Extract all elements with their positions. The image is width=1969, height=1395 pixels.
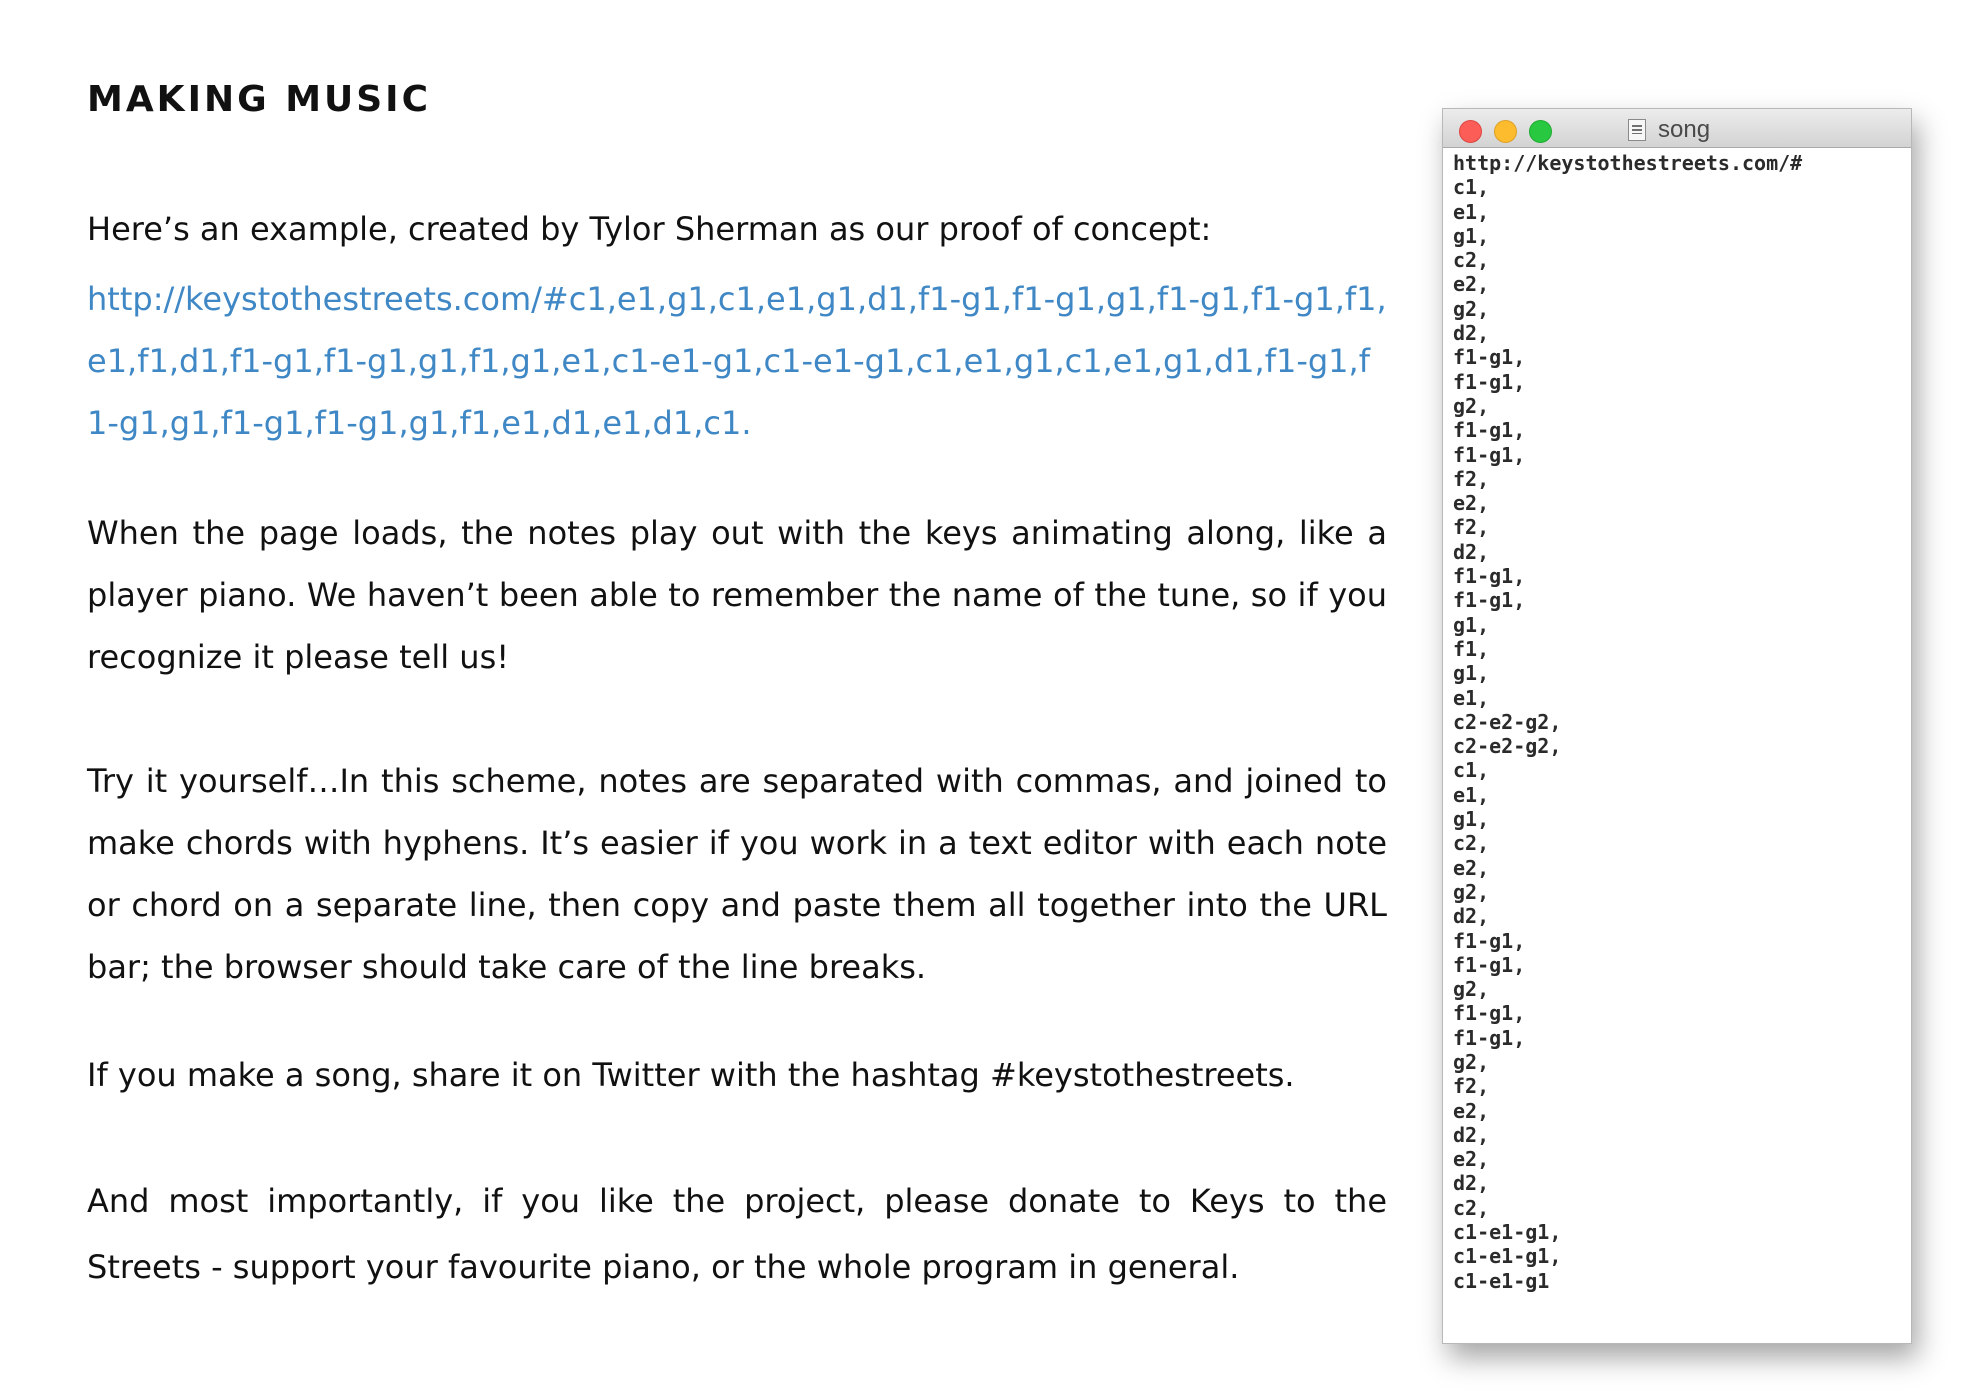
editor-line: c1-e1-g1, (1453, 1220, 1562, 1245)
editor-line: f1-g1, (1453, 442, 1526, 467)
editor-line: f2, (1453, 466, 1490, 491)
editor-text-area[interactable] (1443, 148, 1911, 1293)
editor-line: e2, (1453, 855, 1490, 880)
editor-line: e1, (1453, 782, 1490, 807)
editor-line: d2, (1453, 904, 1490, 929)
editor-line: g1, (1453, 612, 1490, 637)
editor-line: c2-e2-g2, (1453, 709, 1562, 734)
editor-line: f1-g1, (1453, 1001, 1526, 1026)
window-titlebar[interactable] (1443, 109, 1911, 148)
close-window-button[interactable] (1459, 120, 1482, 143)
editor-line: e1, (1453, 199, 1490, 224)
editor-line: e2, (1453, 272, 1490, 297)
editor-line: f1-g1, (1453, 418, 1526, 443)
editor-line: c1-e1-g1 (1453, 1268, 1550, 1293)
try-it-paragraph: Try it yourself…In this scheme, notes are separated with commas, and joined to make chords with hyphens. It’s easier if you work in a text editor with each note or chord on a separate line, then copy and paste them all together into the URL bar; the browser should take care of the line breaks. (87, 762, 1387, 986)
editor-line: c2, (1453, 1195, 1490, 1220)
editor-line: c2-e2-g2, (1453, 734, 1562, 759)
window-title: song (1658, 116, 1711, 143)
editor-line: d2, (1453, 1122, 1490, 1147)
section-heading: MAKING MUSIC (87, 79, 431, 120)
window-title-group (1628, 116, 1710, 144)
editor-line: g2, (1453, 393, 1490, 418)
editor-line: http://keystothestreets.com/# (1453, 151, 1803, 175)
editor-line: c1, (1453, 175, 1490, 200)
editor-line: d2, (1453, 539, 1490, 564)
editor-line: g2, (1453, 1049, 1490, 1074)
editor-line: f1-g1, (1453, 369, 1526, 394)
editor-line: c2, (1453, 248, 1490, 273)
editor-line: e2, (1453, 491, 1490, 516)
editor-line: f1-g1, (1453, 345, 1526, 370)
minimize-window-button[interactable] (1494, 120, 1517, 143)
editor-line: f1-g1, (1453, 1025, 1526, 1050)
editor-line: f1-g1, (1453, 588, 1526, 613)
editor-line: g1, (1453, 807, 1490, 832)
editor-line: f1-g1, (1453, 928, 1526, 953)
intro-paragraph: Here’s an example, created by Tylor Sherman as our proof of concept: (87, 210, 1212, 248)
editor-line: c2, (1453, 831, 1490, 856)
document-icon (1628, 119, 1646, 141)
share-paragraph: If you make a song, share it on Twitter with the hashtag #keystothestreets. (87, 1056, 1295, 1094)
song-example-link[interactable]: http://keystothestreets.com/#c1,e1,g1,c1,e1,g1,d1,f1-g1,f1-g1,g1,f1-g1,f1-g1,f1,e1,f1,d1,f1-g1,f1-g1,g1,f1,g1,e1,c1-e1-g1,c1-e1-g1,c1,e1,g1,c1,e1,g1,d1,f1-g1,f1-g1,g1,f1-g1,f1-g1,g1,f1,e1,d1,e1,d1,c1. (87, 280, 1387, 442)
article (87, 70, 1387, 1300)
editor-line: g2, (1453, 296, 1490, 321)
editor-line: g2, (1453, 977, 1490, 1002)
editor-line: f1-g1, (1453, 952, 1526, 977)
editor-line: g2, (1453, 879, 1490, 904)
editor-line: f1-g1, (1453, 564, 1526, 589)
editor-line: g1, (1453, 661, 1490, 686)
editor-line: c1-e1-g1, (1453, 1244, 1562, 1269)
editor-line: d2, (1453, 321, 1490, 346)
page-loads-paragraph: When the page loads, the notes play out with the keys animating along, like a player piano. We haven’t been able to remember the name of the tune, so if you recognize it please tell us! (87, 514, 1387, 676)
editor-line: e2, (1453, 1098, 1490, 1123)
maximize-window-button[interactable] (1529, 120, 1552, 143)
editor-line: d2, (1453, 1171, 1490, 1196)
editor-line: g1, (1453, 223, 1490, 248)
editor-line: f2, (1453, 1074, 1490, 1099)
donate-paragraph: And most importantly, if you like the project, please donate to Keys to the Streets - support your favourite piano, or the whole program in general. (87, 1182, 1387, 1286)
editor-line: e1, (1453, 685, 1490, 710)
editor-line: f1, (1453, 636, 1490, 661)
text-editor-window (1442, 108, 1912, 1344)
editor-line: e2, (1453, 1147, 1490, 1172)
editor-line: c1, (1453, 758, 1490, 783)
editor-line: f2, (1453, 515, 1490, 540)
